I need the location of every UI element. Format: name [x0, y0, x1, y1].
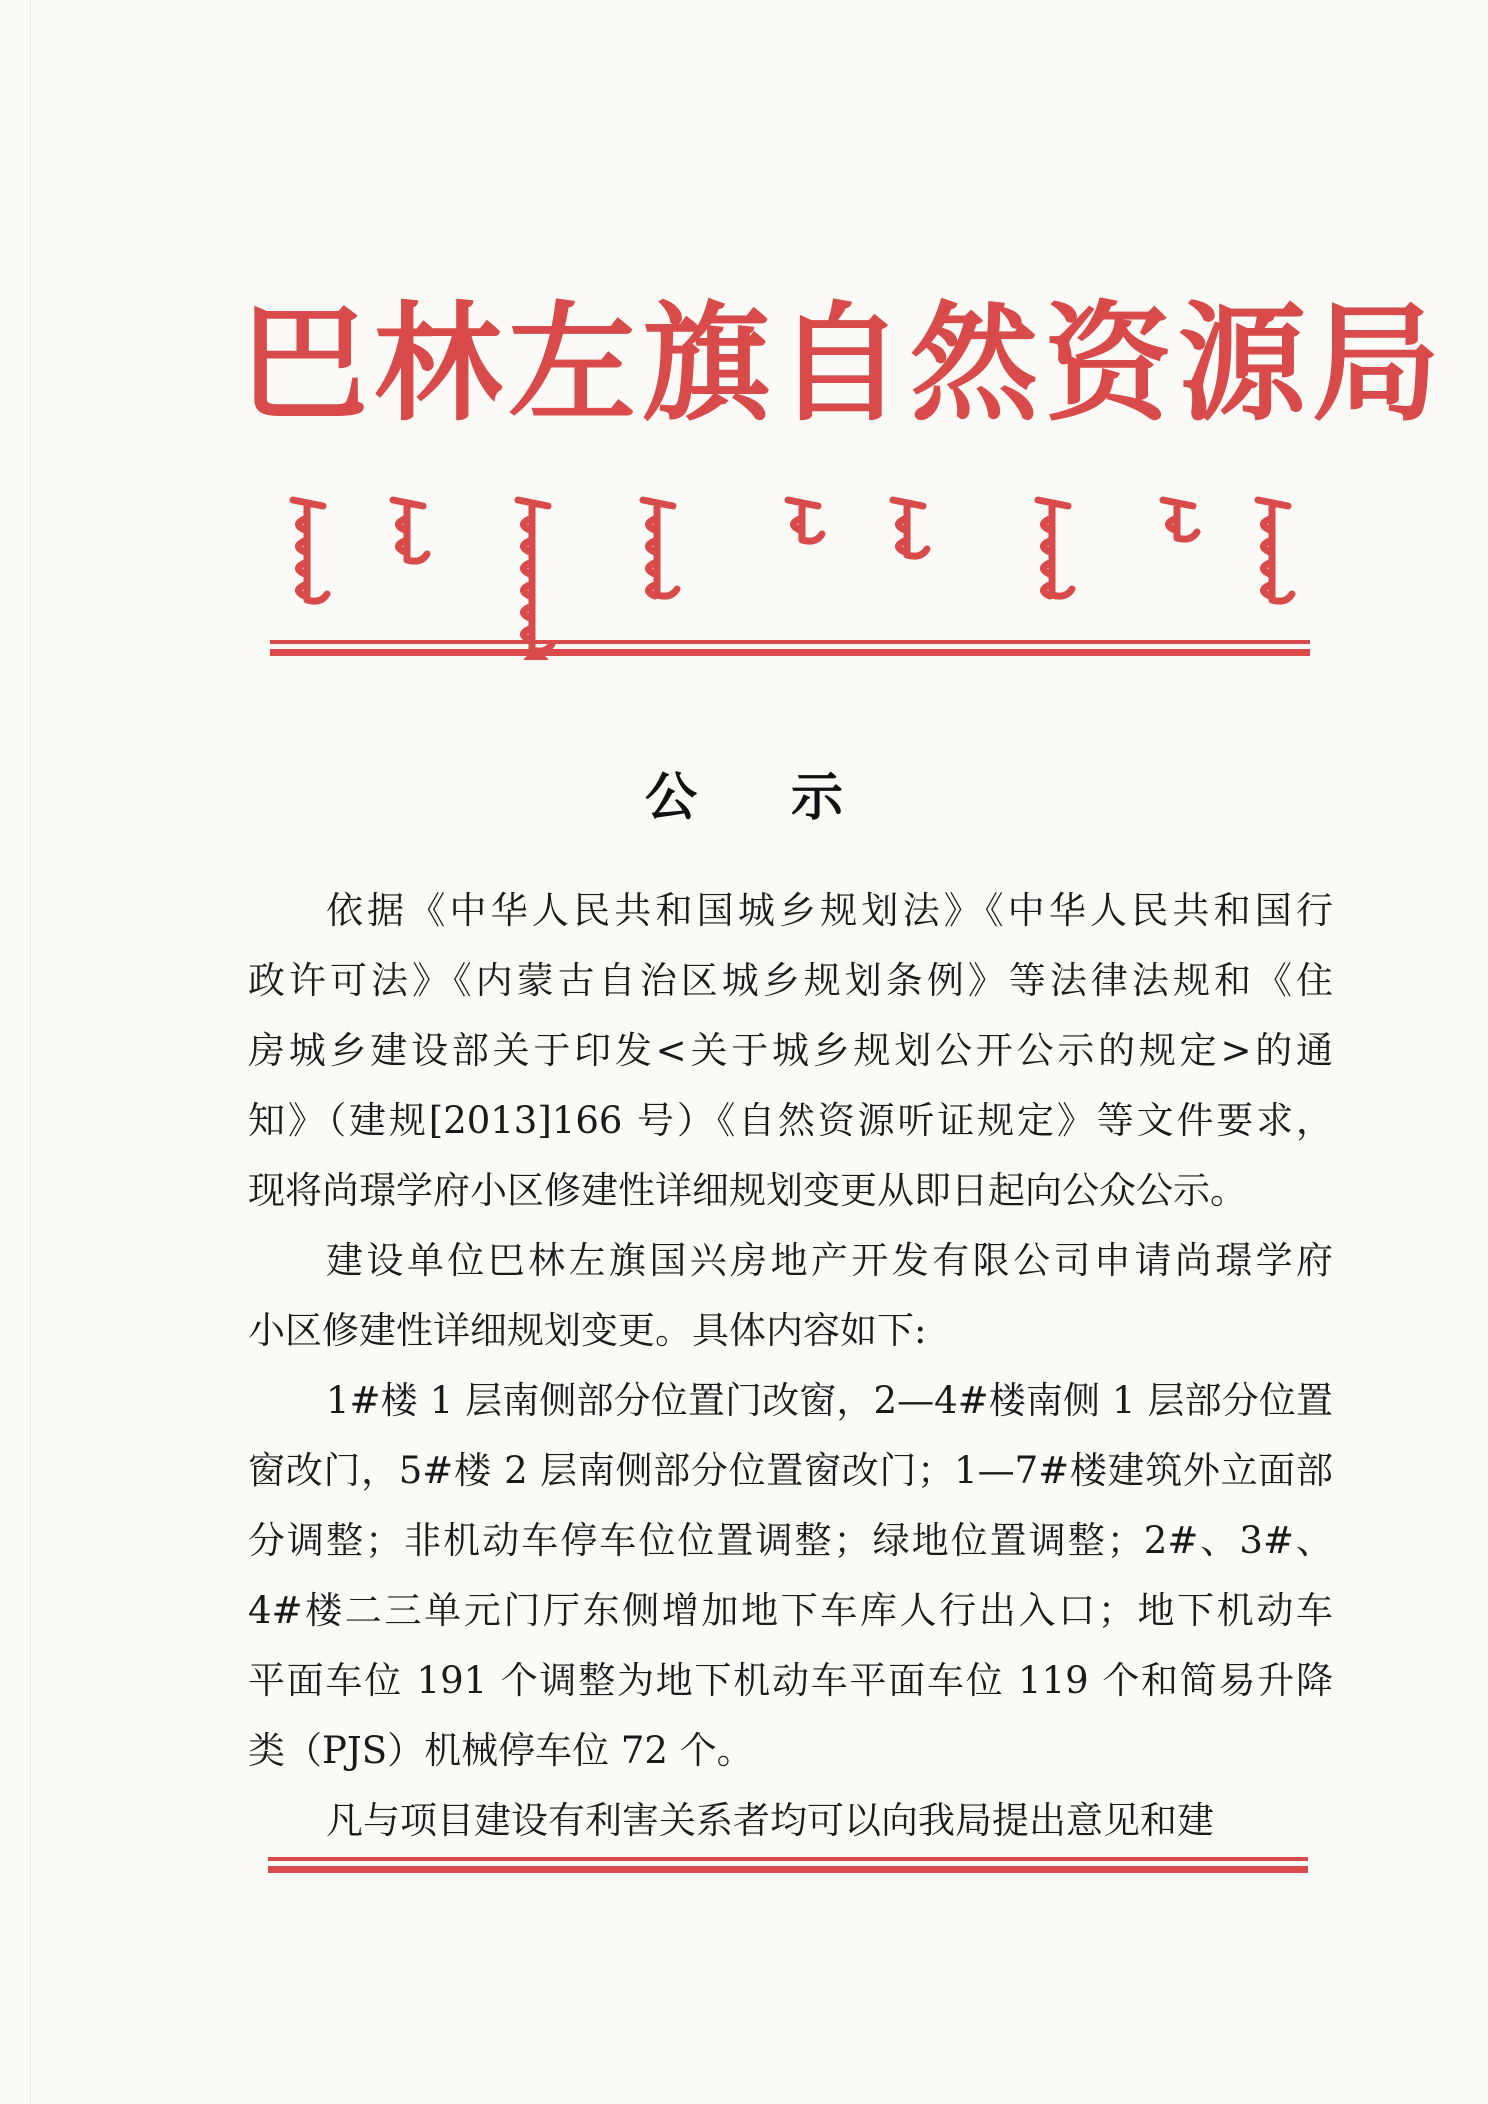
- text-line: 建设单位巴林左旗国兴房地产开发有限公司申请尚璟学府: [326, 1239, 1333, 1282]
- text-line: 房城乡建设部关于印发<关于城乡规划公开公示的规定>的通: [248, 1029, 1333, 1072]
- mongolian-glyph: [1038, 500, 1072, 596]
- agency-name: 巴林左旗自然资源局: [240, 290, 1447, 439]
- header-divider: [270, 640, 1310, 656]
- mongolian-glyph: [1163, 500, 1197, 539]
- text-line: 4#楼二三单元门厅东侧增加地下车库人行出入口；地下机动车: [248, 1589, 1333, 1632]
- text-line: 凡与项目建设有利害关系者均可以向我局提出意见和建: [326, 1799, 1214, 1842]
- mongolian-glyph: [788, 500, 822, 541]
- text-line: 分调整；非机动车停车位位置调整；绿地位置调整；2#、3#、: [248, 1519, 1333, 1562]
- text-line: 1#楼 1 层南侧部分位置门改窗，2—4#楼南侧 1 层部分位置: [326, 1379, 1333, 1422]
- footer-divider: [268, 1857, 1308, 1873]
- text-line: 依据《中华人民共和国城乡规划法》《中华人民共和国行: [326, 889, 1333, 932]
- mongolian-script-logo: [272, 480, 1312, 660]
- text-line: 小区修建性详细规划变更。具体内容如下:: [248, 1309, 927, 1352]
- mongolian-glyph: [293, 500, 327, 601]
- mongolian-glyph: [643, 500, 677, 596]
- text-line: 知》（建规[2013]166 号）《自然资源听证规定》等文件要求，: [248, 1099, 1333, 1142]
- mongolian-glyph: [1258, 500, 1292, 601]
- mongolian-glyph: [393, 500, 427, 561]
- mongolian-glyph: [518, 500, 552, 651]
- document-title: 公 示: [644, 767, 882, 828]
- text-line: 类（PJS）机械停车位 72 个。: [248, 1729, 754, 1772]
- text-line: 窗改门，5#楼 2 层南侧部分位置窗改门；1—7#楼建筑外立面部: [248, 1449, 1333, 1492]
- scan-edge: [30, 0, 31, 2104]
- mongolian-glyph: [893, 500, 927, 556]
- document-body: [248, 876, 1333, 1856]
- text-line: 平面车位 191 个调整为地下机动车平面车位 119 个和简易升降: [248, 1659, 1333, 1702]
- mongolian-glyph-loop: [526, 657, 546, 660]
- text-line: 现将尚璟学府小区修建性详细规划变更从即日起向公众公示。: [248, 1169, 1247, 1212]
- text-line: 政许可法》《内蒙古自治区城乡规划条例》等法律法规和《住: [248, 959, 1333, 1002]
